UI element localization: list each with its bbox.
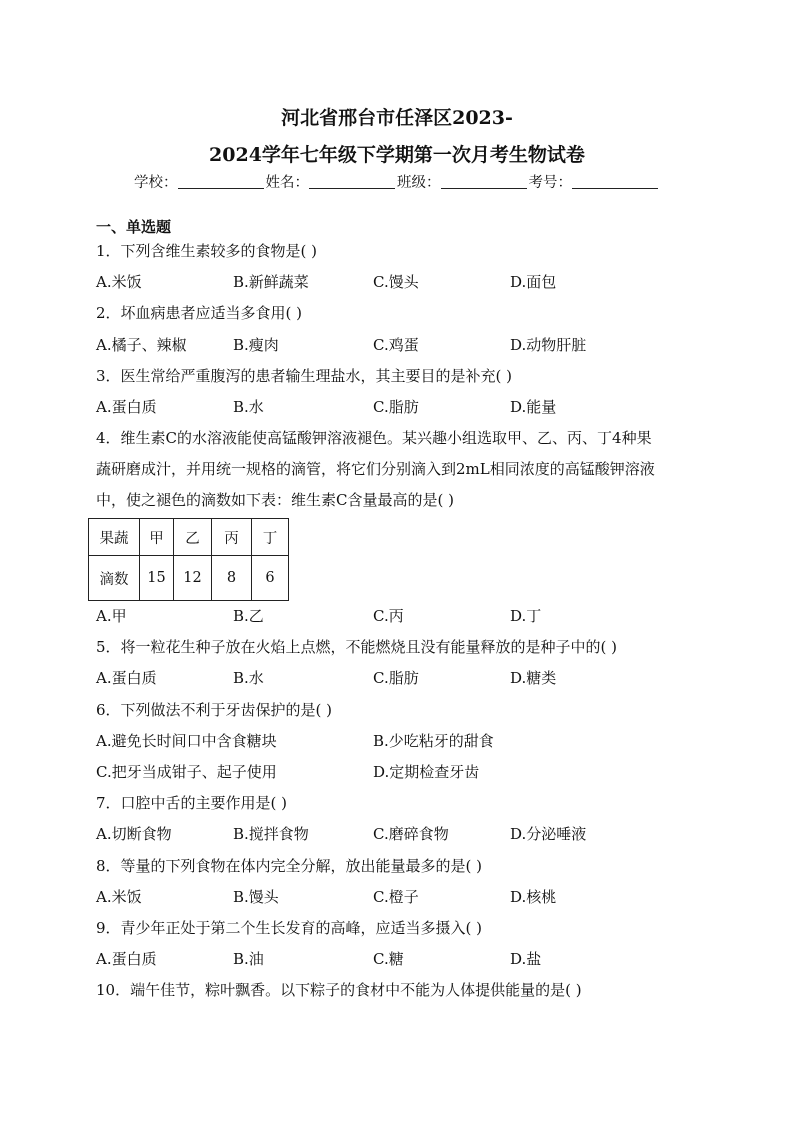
table-cell: 甲	[140, 519, 174, 556]
class-blank	[441, 174, 527, 189]
table-cell: 果蔬	[89, 519, 140, 556]
question-4-line2: 蔬研磨成汁，并用统一规格的滴管，将它们分别滴入到2mL相同浓度的高锰酸钾溶液	[96, 460, 655, 478]
table-row	[89, 556, 289, 601]
option-b: B.水	[233, 398, 264, 416]
number-blank	[572, 174, 658, 189]
question-10: 10．端午佳节，粽叶飘香。以下粽子的食材中不能为人体提供能量的是( )	[96, 981, 582, 999]
question-6: 6．下列做法不利于牙齿保护的是( )	[96, 701, 333, 719]
question-8-options	[96, 886, 696, 906]
option-d: D.盐	[510, 950, 542, 968]
question-6-options-row1	[96, 730, 696, 750]
name-label: 姓名：	[265, 175, 309, 191]
option-d: D.丁	[510, 607, 542, 625]
question-5: 5．将一粒花生种子放在火焰上点燃，不能燃烧且没有能量释放的是种子中的( )	[96, 638, 618, 656]
option-d: D.能量	[510, 398, 557, 416]
option-c: C.脂肪	[373, 669, 419, 687]
option-b: B.新鲜蔬菜	[233, 273, 309, 291]
option-c: C.磨碎食物	[373, 825, 449, 843]
question-9-options	[96, 948, 696, 968]
option-a: A.蛋白质	[96, 950, 157, 968]
table-cell: 丙	[212, 519, 252, 556]
option-d: D.核桃	[510, 888, 557, 906]
option-b: B.少吃粘牙的甜食	[373, 732, 494, 750]
school-label: 学校：	[134, 175, 178, 191]
option-b: B.搅拌食物	[233, 825, 309, 843]
question-1-options	[96, 271, 696, 291]
exam-title-line1: 河北省邢台市任泽区2023-	[281, 107, 513, 129]
option-a: A.切断食物	[96, 825, 172, 843]
table-cell: 丁	[252, 519, 289, 556]
drop-count-table	[88, 518, 289, 601]
option-a: A.橘子、辣椒	[96, 336, 187, 354]
option-c: C.馒头	[373, 273, 419, 291]
question-3: 3．医生常给严重腹泻的患者输生理盐水，其主要目的是补充( )	[96, 367, 513, 385]
option-b: B.馒头	[233, 888, 279, 906]
option-d: D.糖类	[510, 669, 557, 687]
option-c: C.橙子	[373, 888, 419, 906]
table-cell: 滴数	[89, 556, 140, 601]
option-b: B.乙	[233, 607, 264, 625]
number-label: 考号：	[528, 175, 572, 191]
option-a: A.米饭	[96, 888, 142, 906]
option-c: C.丙	[373, 607, 404, 625]
school-blank	[178, 174, 264, 189]
option-a: A.米饭	[96, 273, 142, 291]
question-2: 2．坏血病患者应适当多食用( )	[96, 304, 303, 322]
option-c: C.把牙当成钳子、起子使用	[96, 763, 277, 781]
question-4-options	[96, 605, 696, 625]
option-b: B.油	[233, 950, 264, 968]
table-header-row	[89, 519, 289, 556]
question-1: 1．下列含维生素较多的食物是( )	[96, 242, 318, 260]
question-5-options	[96, 667, 696, 687]
section-heading: 一、单选题	[96, 218, 172, 236]
question-4-line1: 4．维生素C的水溶液能使高锰酸钾溶液褪色。某兴趣小组选取甲、乙、丙、丁4种果	[96, 429, 652, 447]
exam-title-line2: 2024学年七年级下学期第一次月考生物试卷	[209, 144, 585, 166]
question-4-line3: 中，使之褪色的滴数如下表：维生素C含量最高的是( )	[96, 491, 454, 509]
option-c: C.脂肪	[373, 398, 419, 416]
table-cell: 15	[140, 556, 174, 601]
option-b: B.瘦肉	[233, 336, 279, 354]
option-a: A.蛋白质	[96, 669, 157, 687]
option-a: A.避免长时间口中含食糖块	[96, 732, 277, 750]
class-label: 班级：	[397, 175, 441, 191]
question-8: 8．等量的下列食物在体内完全分解，放出能量最多的是( )	[96, 857, 483, 875]
question-2-options	[96, 334, 696, 354]
option-d: D.分泌唾液	[510, 825, 587, 843]
question-3-options	[96, 396, 696, 416]
option-d: D.面包	[510, 273, 557, 291]
question-7: 7．口腔中舌的主要作用是( )	[96, 794, 288, 812]
table-cell: 乙	[174, 519, 212, 556]
table-cell: 12	[174, 556, 212, 601]
table-cell: 8	[212, 556, 252, 601]
option-b: B.水	[233, 669, 264, 687]
option-a: A.甲	[96, 607, 127, 625]
option-d: D.定期检查牙齿	[373, 763, 480, 781]
option-c: C.鸡蛋	[373, 336, 419, 354]
student-info-line	[0, 171, 794, 192]
question-9: 9．青少年正处于第二个生长发育的高峰，应适当多摄入( )	[96, 919, 483, 937]
option-c: C.糖	[373, 950, 404, 968]
question-7-options	[96, 823, 696, 843]
question-6-options-row2	[96, 761, 696, 781]
name-blank	[309, 174, 395, 189]
option-a: A.蛋白质	[96, 398, 157, 416]
option-d: D.动物肝脏	[510, 336, 587, 354]
table-cell: 6	[252, 556, 289, 601]
